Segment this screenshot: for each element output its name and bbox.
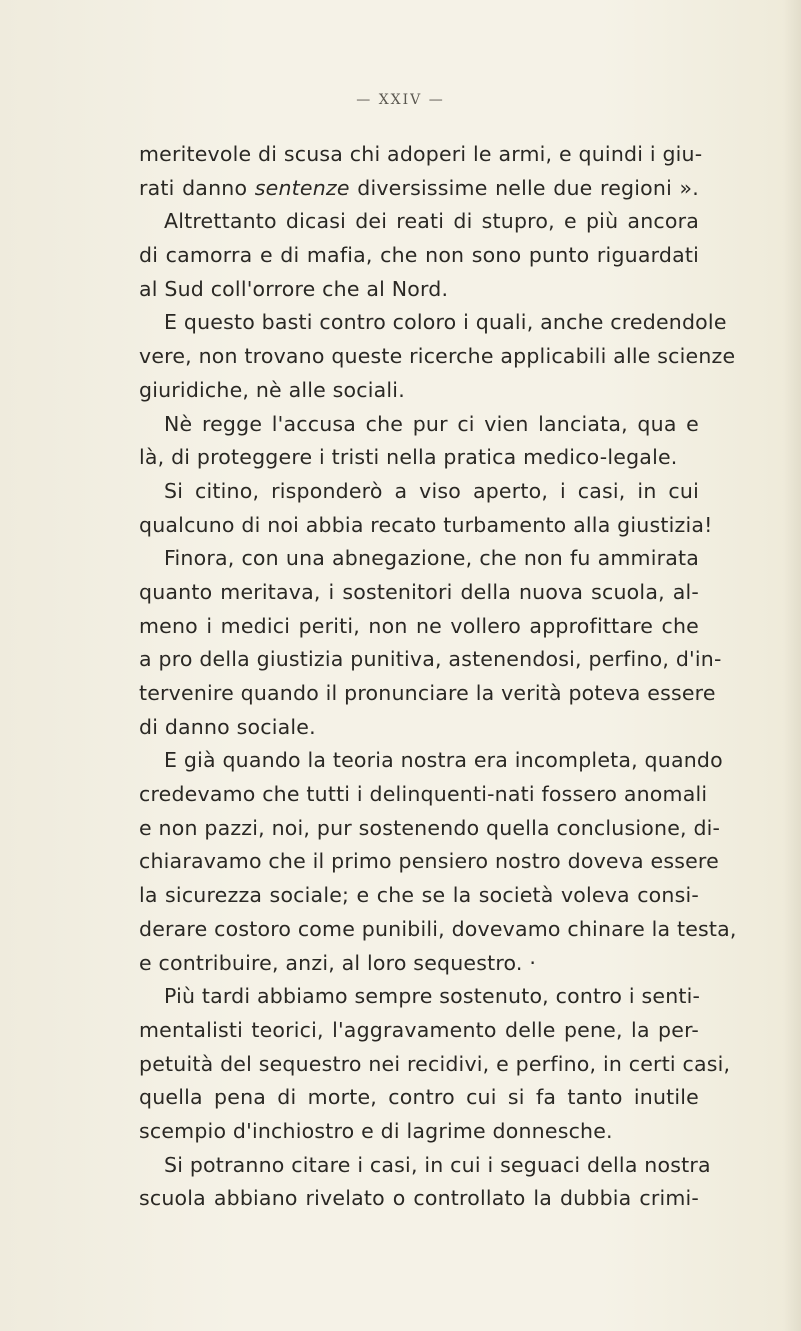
text-line: e non pazzi, noi, pur sostenendo quella conclusione, di- — [139, 815, 721, 840]
text-line: mentalisti teorici, l'aggravamento delle pene, la per- — [139, 1017, 699, 1042]
text-line: e contribuire, anzi, al loro sequestro. · — [139, 950, 537, 975]
text-line: Più tardi abbiamo sempre sostenuto, contro i senti- — [164, 984, 701, 1009]
italic-word: sentenze — [254, 175, 350, 200]
text-line: di danno sociale. — [139, 714, 316, 739]
page-edge-shadow — [783, 0, 801, 1331]
text-line: meno i medici periti, non ne vollero approfittare che — [139, 613, 699, 638]
text-line: la sicurezza sociale; e che se la società voleva consi- — [139, 883, 699, 908]
body-text — [139, 138, 737, 1216]
text-line — [139, 172, 699, 206]
text-line: Finora, con una abnegazione, che non fu ammirata — [164, 546, 699, 571]
text-line: quella pena di morte, contro cui si fa tanto inutile — [139, 1085, 699, 1110]
text-line: E questo basti contro coloro i quali, anche credendole — [164, 310, 727, 335]
text-line: Altrettanto dicasi dei reati di stupro, e più ancora — [164, 209, 699, 234]
text-line: giuridiche, nè alle sociali. — [139, 377, 405, 402]
text-line: Si potranno citare i casi, in cui i seguaci della nostra — [164, 1152, 711, 1177]
text-line: Nè regge l'accusa che pur ci vien lanciata, qua e — [164, 411, 699, 436]
text-line: scuola abbiano rivelato o controllato la dubbia crimi- — [139, 1186, 699, 1211]
text-line: là, di proteggere i tristi nella pratica medico-legale. — [139, 445, 678, 470]
text-fragment: diversissime nelle due regioni ». — [349, 175, 700, 200]
text-line: scempio d'inchiostro e di lagrime donnesche. — [139, 1118, 613, 1143]
text-fragment: rati danno — [139, 175, 255, 200]
text-line: derare costoro come punibili, dovevamo chinare la testa, — [139, 916, 737, 941]
text-line: petuità del sequestro nei recidivi, e perfino, in certi casi, — [139, 1051, 731, 1076]
text-line: vere, non trovano queste ricerche applicabili alle scienze — [139, 344, 736, 369]
text-line: qualcuno di noi abbia recato turbamento alla giustizia! — [139, 512, 713, 537]
text-line: tervenire quando il pronunciare la verità poteva essere — [139, 681, 716, 705]
text-line: E già quando la teoria nostra era incompleta, quando — [164, 748, 723, 773]
text-line: di camorra e di mafia, che non sono punto riguardati — [139, 243, 699, 268]
text-line: al Sud coll'orrore che al Nord. — [139, 276, 449, 301]
text-line: quanto meritava, i sostenitori della nuova scuola, al- — [139, 579, 699, 604]
text-line: meritevole di scusa chi adoperi le armi, e quindi i giu- — [139, 142, 703, 166]
page-number-header: — XXIV — — [356, 92, 445, 108]
text-line: chiaravamo che il primo pensiero nostro doveva essere — [139, 849, 719, 874]
text-line: a pro della giustizia punitiva, astenendosi, perfino, d'in- — [139, 647, 722, 672]
text-line: credevamo che tutti i delinquenti-nati fossero anomali — [139, 782, 708, 807]
text-line: Si citino, risponderò a viso aperto, i casi, in cui — [164, 478, 699, 503]
